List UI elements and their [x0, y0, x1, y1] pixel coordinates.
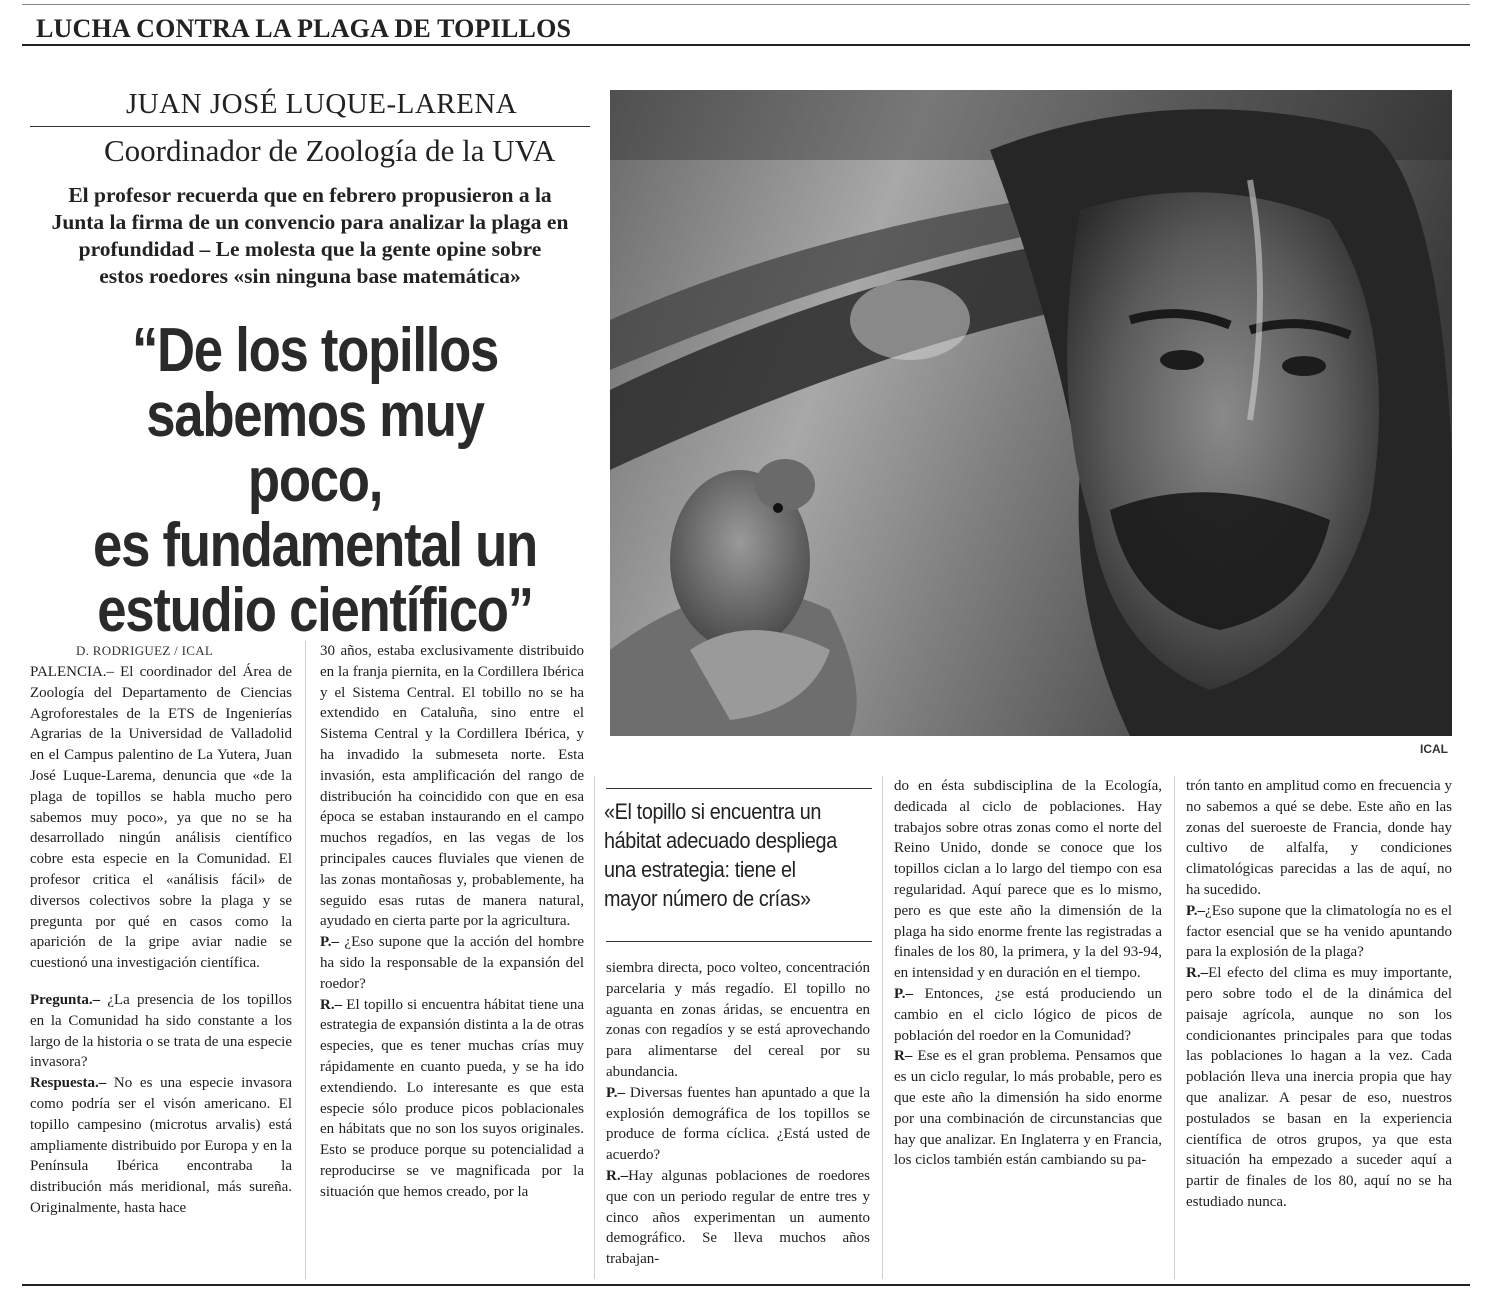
question-label: P.– — [894, 985, 914, 1002]
answer — [894, 1046, 1162, 1171]
article-column-1 — [30, 662, 292, 1219]
deck — [40, 182, 580, 290]
interviewee-role: Coordinador de Zoología de la UVA — [104, 133, 556, 168]
question-label: P.– — [1186, 902, 1206, 919]
photo-credit: ICAL — [1420, 742, 1448, 756]
answer-label: R.– — [320, 996, 343, 1013]
pull-quote-line: hábitat adecuado despliega — [604, 828, 837, 853]
question — [894, 984, 1162, 1046]
headline-line: estudio científico” — [97, 576, 533, 645]
pull-quote-line: una estrategia: tiene el — [604, 857, 796, 882]
pull-quote-line: mayor número de crías» — [604, 886, 811, 911]
article-column-4 — [894, 776, 1162, 1171]
pull-quote-line: «El topillo si encuentra un — [604, 799, 822, 824]
pull-quote-rule-bottom — [606, 941, 872, 942]
question — [320, 932, 584, 994]
question — [1186, 901, 1452, 963]
paragraph: do en ésta subdisciplina de la Ecología, dedicada al ciclo de poblaciones. Hay trabajos sobre otras zonas como el norte del Reino Unido, donde se conoce que los topillos ciclan a lo largo del tiempo con esa regularidad. Aquí parece que es lo mismo, pero es que este año la dimensión de la plaga ha sido enorme frente las registradas a finales de los 80, la primera, y la del 93-94, en intensidad y en duración en el tiempo. — [894, 778, 1162, 982]
bottom-rule — [22, 1284, 1470, 1286]
photo-illustration — [610, 90, 1452, 736]
article-column-2 — [320, 641, 584, 1203]
pull-quote-rule-top — [606, 788, 872, 789]
deck-line: profundidad – Le molesta que la gente opine sobre — [78, 237, 542, 261]
answer-label: Respuesta.– — [30, 1075, 107, 1092]
answer-text: No es una especie invasora como podría ser el visón americano. El topillo campesino (microtus arvalis) está ampliamente distribuido por Europa y en la Península Ibérica encontraba la distribución más meridional, más sureña. Originalmente, hasta hace — [30, 1075, 292, 1216]
headline-line: es fundamental un — [93, 511, 537, 580]
column-rule — [305, 641, 306, 1279]
column-rule — [1174, 776, 1175, 1279]
top-thin-rule — [22, 4, 1470, 5]
paragraph: PALENCIA.– El coordinador del Área de Zoología del Departamento de Ciencias Agroforestales de la ETS de Ingenierías Agrarias de la Universidad de Valladolid en el Campus palentino de La Yutera, Juan José Luque-Larema, denuncia que «de la plaga de topillos se habla mucho pero sabemos muy poco», ya que no se ha desarrollado ningún análisis científico cobre esta especie en la Comunidad. El profesor critica el «análisis fácil» de diversos colectivos sobre la plaga y se pregunta por qué en casos como la aparición de la gripe aviar nadie se cuestionó una investigación científica. — [30, 664, 292, 972]
question — [30, 990, 292, 1073]
question — [606, 1083, 870, 1166]
question-label: Pregunta.– — [30, 991, 101, 1008]
paragraph: 30 años, estaba exclusivamente distribuido en la franja piernita, en la Cordillera Ibérica y el Sistema Central. El tobillo no se ha extendido en Cataluña, sino entre el Sistema Central y la Cordillera Ibérica, y ha invadido la submeseta norte. Esta invasión, esta amplificación del rango de distribución ha coincidido con que en esa época se estaban instaurando en el campo muchos regadíos, en las vegas de los principales cauces fluviales que vienen de las zonas montañosas y, probablemente, ha seguido esas rutas de manera natural, ayudado en cierta parte por la agricultura. — [320, 643, 584, 930]
deck-line: El profesor recuerda que en febrero propusieron a la — [68, 183, 552, 207]
question-text: ¿Eso supone que la acción del hombre ha sido la responsable de la expansión del roedor? — [320, 934, 584, 992]
answer-text: Hay algunas poblaciones de roedores que con un periodo regular de entre tres y cinco años experimentan un aumento demográfico. Se lleva muchos años trabajan- — [606, 1167, 870, 1268]
section-rule — [22, 44, 1470, 46]
column-rule — [882, 776, 883, 1279]
answer-label: R.– — [606, 1167, 629, 1184]
answer-label: R– — [894, 1048, 913, 1065]
article-column-3 — [606, 958, 870, 1270]
deck-line: estos roedores «sin ninguna base matemática» — [99, 264, 521, 288]
headline — [73, 318, 558, 643]
deck-line: Junta la firma de un convencio para analizar la plaga en — [51, 210, 569, 234]
answer — [30, 1073, 292, 1219]
answer-label: R.– — [1186, 965, 1209, 982]
answer — [606, 1166, 870, 1270]
question-text: ¿Eso supone que la climatología no es el factor esencial que se ha venido apuntando para la explosión de la plaga? — [1186, 902, 1452, 961]
answer-text: Ese es el gran problema. Pensamos que es un ciclo regular, lo más probable, pero es que este año la dimensión ha sido enorme por una combinación de circunstancias que hay que analizar. En Inglaterra y en Francia, los ciclos también están cambiando su pa- — [894, 1048, 1162, 1169]
name-rule — [30, 126, 590, 127]
interviewee-name: JUAN JOSÉ LUQUE-LARENA — [126, 88, 518, 120]
question-text: Diversas fuentes han apuntado a que la explosión demográfica de los topillos se produce de forma cíclica. ¿Está usted de acuerdo? — [606, 1084, 870, 1164]
answer — [1186, 963, 1452, 1213]
byline: D. RODRIGUEZ / ICAL — [76, 643, 214, 658]
answer-text: El efecto del clima es muy importante, pero sobre todo el de la dinámica del paisaje agrícola, aunque no son los condicionantes principales para que todas las poblaciones lo hagan a la vez. Cada población lleva una inercia propia que hay que analizar. A pesar de eso, nuestros postulados se basan en la experiencia científica de otros grupos, ya que esta situación ha empezado a suceder aquí a partir de finales de los 80, aquí no se ha estudiado nunca. — [1186, 965, 1452, 1210]
question-text: Entonces, ¿se está produciendo un cambio en el ciclo lógico de picos de población del roedor en la Comunidad? — [894, 985, 1162, 1044]
portrait-photo — [610, 90, 1452, 736]
pull-quote — [604, 797, 849, 913]
question-label: P.– — [320, 934, 340, 951]
paragraph: siembra directa, poco volteo, concentración parcelaria y más regadío. El topillo no aguanta en zonas áridas, se encuentra en zonas con regadíos y se está aprovechando para alimentarse del cereal por su abundancia. — [606, 960, 870, 1080]
question-text: ¿La presencia de los topillos en la Comunidad ha sido constante a los largo de la historia o se trata de una especie invasora? — [30, 991, 292, 1071]
paragraph: trón tanto en amplitud como en frecuencia y no sabemos a qué se debe. Este año en las zonas del sueroeste de Francia, donde hay cultivo de alfalfa, y condiciones climatológicas parecidas a las de aquí, no ha sucedido. — [1186, 778, 1452, 898]
question-label: P.– — [606, 1084, 626, 1101]
headline-line: sabemos muy poco, — [146, 381, 484, 515]
section-title: LUCHA CONTRA LA PLAGA DE TOPILLOS — [36, 14, 572, 43]
answer-text: El topillo si encuentra hábitat tiene una estrategia de expansión distinta a la de otras especies, que es tener muchas crías muy rápidamente en cuanto pueda, y se ha ido extendiendo. Lo interesante es que esta especie sólo produce picos poblacionales en hábitats que no son los suyos originales. Esto se produce porque su potencialidad a reproducirse se ve magnificada por la situación que hemos creado, por la — [320, 996, 584, 1200]
answer — [320, 995, 584, 1203]
article-column-5 — [1186, 776, 1452, 1213]
column-rule — [594, 776, 595, 1279]
headline-line: “De los topillos — [131, 316, 499, 385]
